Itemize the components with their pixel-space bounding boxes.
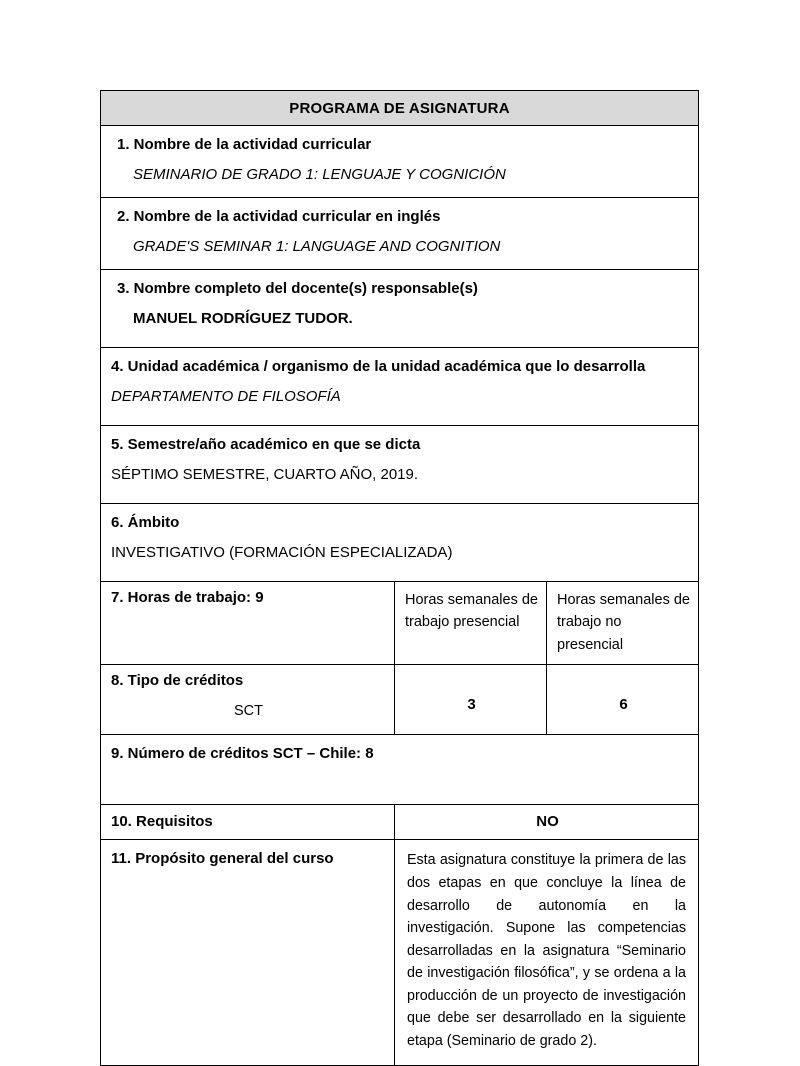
row-semester-label: 5. Semestre/año académico en que se dicta <box>111 436 421 453</box>
row-semester-value: SÉPTIMO SEMESTRE, CUARTO AÑO, 2019. <box>111 466 419 483</box>
row-credit-type-label: 8. Tipo de créditos <box>111 672 244 690</box>
row-course-name-english <box>101 197 698 269</box>
row-credit-hours-no-presencial-value: 6 <box>546 665 698 734</box>
row-purpose <box>101 839 698 1064</box>
row-ambito-label: 6. Ámbito <box>111 514 180 531</box>
row-credit-type <box>101 664 698 734</box>
row-teacher-label: 3. Nombre completo del docente(s) responsable(s) <box>117 280 478 297</box>
row-sct-credits-label: 9. Número de créditos SCT – Chile: 8 <box>111 745 374 763</box>
row-work-hours-label: 7. Horas de trabajo: 9 <box>111 589 264 606</box>
row-ambito-value: INVESTIGATIVO (FORMACIÓN ESPECIALIZADA) <box>111 544 453 561</box>
table-title: PROGRAMA DE ASIGNATURA <box>101 91 698 125</box>
row-credit-type-sct: SCT <box>234 703 263 720</box>
row-teacher <box>101 269 698 347</box>
row-ambito <box>101 503 698 581</box>
row-credit-hours-presencial-value: 3 <box>394 665 546 734</box>
row-academic-unit-label: 4. Unidad académica / organismo de la unidad académica que lo desarrolla <box>111 358 646 375</box>
row-requisitos <box>101 804 698 839</box>
row-course-name-label: 1. Nombre de la actividad curricular <box>117 136 372 153</box>
syllabus-table <box>100 90 699 1066</box>
row-work-hours <box>101 581 698 664</box>
row-sct-credits <box>101 734 698 804</box>
row-course-name-english-label: 2. Nombre de la actividad curricular en inglés <box>117 208 441 225</box>
row-semester <box>101 425 698 503</box>
row-requisitos-value: NO <box>394 805 698 839</box>
row-work-hours-presencial-header: Horas semanales de trabajo presencial <box>394 582 546 664</box>
row-course-name-value: SEMINARIO DE GRADO 1: LENGUAJE Y COGNICIÓN <box>133 166 506 183</box>
row-course-name <box>101 125 698 197</box>
row-academic-unit-value: DEPARTAMENTO DE FILOSOFÍA <box>111 388 341 405</box>
row-purpose-label: 11. Propósito general del curso <box>111 850 334 868</box>
row-course-name-english-value: GRADE'S SEMINAR 1: LANGUAGE AND COGNITION <box>133 238 501 255</box>
row-work-hours-no-presencial-header: Horas semanales de trabajo no presencial <box>546 582 698 664</box>
row-requisitos-label: 10. Requisitos <box>111 813 213 831</box>
row-teacher-value: MANUEL RODRÍGUEZ TUDOR. <box>133 310 353 327</box>
row-purpose-text: Esta asignatura constituye la primera de las dos etapas en que concluye la línea de desarrollo de autonomía en la investigación. Supone las competencias desarrolladas en la asignatura “Seminario de investigación filosófica”, y se ordena a la producción de un proyecto de investigación que debe ser desarrollado en la siguiente etapa (Seminario de grado 2). <box>394 840 698 1064</box>
row-academic-unit <box>101 347 698 425</box>
